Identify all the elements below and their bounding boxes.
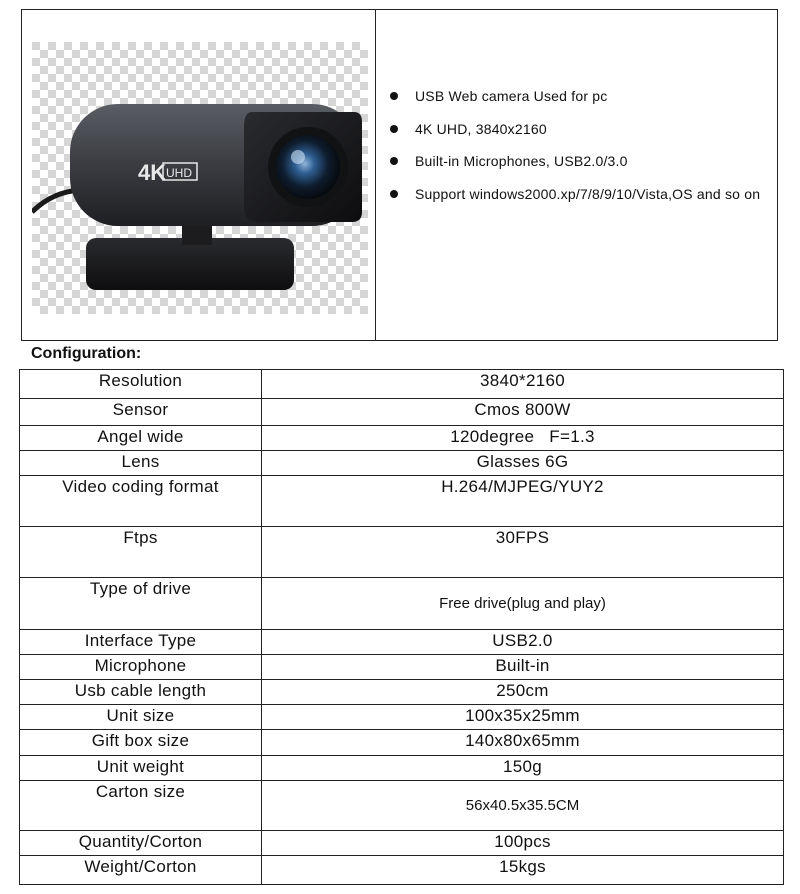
feature-text: Built-in Microphones, USB2.0/3.0 xyxy=(415,153,628,169)
spec-value: 56x40.5x35.5CM xyxy=(262,781,784,831)
spec-row xyxy=(20,527,784,578)
spec-row xyxy=(20,426,784,451)
spec-row xyxy=(20,756,784,781)
spec-value: 120degree F=1.3 xyxy=(262,426,784,451)
spec-label: Weight/Corton xyxy=(20,856,262,885)
spec-value: USB2.0 xyxy=(262,630,784,655)
logo-uhd: UHD xyxy=(166,166,192,180)
spec-row xyxy=(20,630,784,655)
spec-value: 30FPS xyxy=(262,527,784,578)
spec-value: Cmos 800W xyxy=(262,399,784,426)
spec-label: Resolution xyxy=(20,370,262,399)
feature-text: USB Web camera Used for pc xyxy=(415,88,608,104)
spec-row xyxy=(20,730,784,756)
spec-row xyxy=(20,399,784,426)
spec-value: 100pcs xyxy=(262,831,784,856)
spec-row xyxy=(20,370,784,399)
feature-item xyxy=(386,145,766,178)
spec-label: Lens xyxy=(20,451,262,476)
spec-value: 3840*2160 xyxy=(262,370,784,399)
spec-label: Usb cable length xyxy=(20,680,262,705)
logo-4k: 4K xyxy=(138,160,167,185)
bullet-icon xyxy=(390,190,398,198)
spec-value: Free drive(plug and play) xyxy=(262,578,784,630)
config-title: Configuration: xyxy=(31,345,142,362)
spec-label: Microphone xyxy=(20,655,262,680)
spec-label: Angel wide xyxy=(20,426,262,451)
bullet-icon xyxy=(390,157,398,165)
spec-label: Quantity/Corton xyxy=(20,831,262,856)
spec-value: Built-in xyxy=(262,655,784,680)
spec-value: 250cm xyxy=(262,680,784,705)
panel-divider xyxy=(375,10,376,340)
spec-value: Glasses 6G xyxy=(262,451,784,476)
spec-row xyxy=(20,831,784,856)
spec-row xyxy=(20,856,784,885)
spec-row xyxy=(20,655,784,680)
webcam-illustration xyxy=(32,42,368,314)
spec-row xyxy=(20,680,784,705)
spec-label: Type of drive xyxy=(20,578,262,630)
spec-row xyxy=(20,476,784,527)
bullet-icon xyxy=(390,92,398,100)
spec-label: Sensor xyxy=(20,399,262,426)
spec-table xyxy=(19,369,784,885)
spec-label: Carton size xyxy=(20,781,262,831)
feature-item xyxy=(386,178,766,211)
feature-item xyxy=(386,80,766,113)
bullet-icon xyxy=(390,125,398,133)
spec-value: 100x35x25mm xyxy=(262,705,784,730)
spec-label: Unit size xyxy=(20,705,262,730)
feature-list xyxy=(386,80,766,210)
spec-row xyxy=(20,578,784,630)
spec-label: Ftps xyxy=(20,527,262,578)
spec-value: 15kgs xyxy=(262,856,784,885)
webcam-product-image xyxy=(32,42,368,314)
spec-label: Gift box size xyxy=(20,730,262,756)
spec-value: 150g xyxy=(262,756,784,781)
spec-label: Video coding format xyxy=(20,476,262,527)
spec-row xyxy=(20,451,784,476)
spec-label: Unit weight xyxy=(20,756,262,781)
feature-item xyxy=(386,113,766,146)
spec-row xyxy=(20,705,784,730)
spec-label: Interface Type xyxy=(20,630,262,655)
spec-row xyxy=(20,781,784,831)
feature-text: Support windows2000.xp/7/8/9/10/Vista,OS and so on xyxy=(415,185,761,202)
product-panel xyxy=(21,9,778,341)
feature-text: 4K UHD, 3840x2160 xyxy=(415,120,547,137)
spec-value: H.264/MJPEG/YUY2 xyxy=(262,476,784,527)
spec-value: 140x80x65mm xyxy=(262,730,784,756)
